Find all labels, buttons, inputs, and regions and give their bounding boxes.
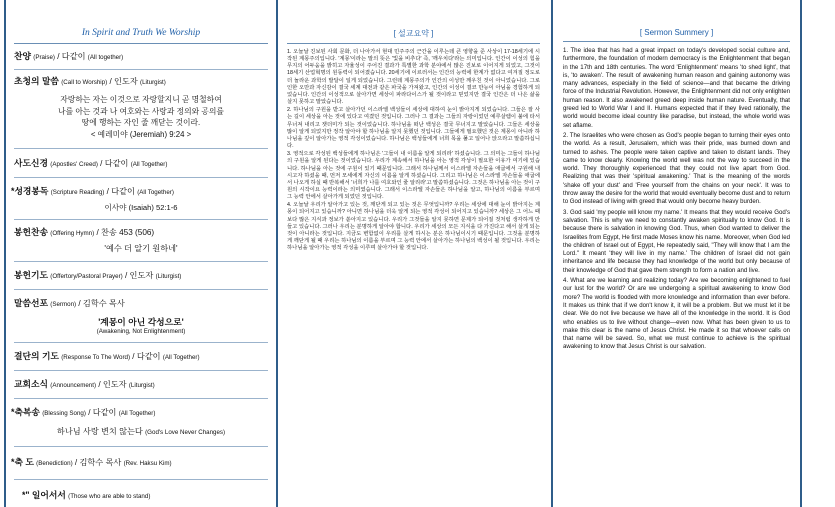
- english-sermon-summary: [563, 0, 790, 507]
- summary-paragraph: 1. 오늘날 진보된 사회 문화, 더 나아가서 현대 민주주의 근간을 이루는데 큰 영향을 준 사상이 17-18세기에 시작된 계몽주의입니다. '계몽'이라는 말의 뜻은 '빛을 비추다' 즉, '깨우치다'라는 의미입니다. 인간이 이성의 힘을 무지의 어두움을 밝히고 자율성이 주어진 결과가 특별한 과학 분야에서 많은 진보로 이어지게 되었고, 그것이 18세기 산업혁명의 원동력이 되어졌습니다. 20세기에 이르러서는 인간의 능력에 한계가 없다고 여겨질 정도로 더 놀라운 과학의 발달이 일게 되었습니다. 그런데 계몽주의가 인간의 이성만 깨우친 것이 아니었습니다. 그로 인한 오만과 자신감이 결국 세계 대전과 같은 파국을 가져왔고, 인간의 이성이 결코 만능이 아님을 경험하게 되었습니다. 인간의 이성적으로 살아가면 세상이 파라다이스가 될 것이라고 믿었지만 결국 인간은 더 나은 삶을 살지 못하고 말았습니다.: [287, 49, 540, 106]
- scripture-leader: / 다같이: [106, 187, 135, 196]
- english-summary-title: [ Sermon Summery ]: [639, 28, 714, 37]
- korean-sermon-summary: [287, 0, 540, 507]
- divider: [14, 261, 268, 262]
- offertory-sub: (Offertory/Pastoral Prayer): [50, 273, 123, 280]
- offertory-prayer-row: [14, 270, 268, 282]
- sermon-title-en: (Awakening, Not Enlightenment): [96, 328, 186, 335]
- divider: [14, 69, 268, 70]
- call-leader: / 인도자: [109, 77, 138, 86]
- summary-paragraph: 2. The Israelites who were chosen as God's people began to turning their eyes onto the world. As a result, Jerusalem, which was their pride, was burned down and turned to ashes. The people were taken captive and taken to distant lands. They came to know clearly. Knowing the world well was not the way to succeed in the world. They thoroughly experienced that they could not live apart from God. Realizing that was their 'spiritual awakening.' That is the meaning of the words 'shake off your dust' and 'Free yourself from the chains on your neck'. It was to throw away the desire for the world that would eventually become dust and to return to God instead of living with greed that would only become heavy burden.: [563, 131, 790, 206]
- standing-marker: *: [11, 457, 15, 467]
- scripture-reading-row: [11, 186, 268, 198]
- offertory-leader-en: (Liturgist): [155, 273, 182, 280]
- blessing-label: 축복송: [14, 407, 40, 417]
- summary-paragraph: 4. 오늘날 우리가 알아가고 있는 것, 깨닫게 되고 있는 것은 무엇입니까? 우리는 세상에 대해 눈이 밝아지는 계몽이 되어지고 있습니까? 아니면 하나님을 더욱 알게 되는 영적 각성이 되어지고 있습니까? 세상은 그 어느 때보다 많은 지식과 정보가 쏟아지고 있습니다. 우리가 그것들을 알지 못하면 문제가 되어질 것처럼 생각하게 만들고 있습니다. 그러나 우리는 분명하게 알아야 합니다. 우리가 세상의 모든 지식을 다 가진다고 해서 살게 되는 것이 아니라는 것입니다. 지금도 변함없이 우리를 살게 하시는 분은 하나님이시기 때문입니다. 그것을 분명하게 깨닫게 될 때 우리는 하나님의 이름을 부르며 그 능력 안에서 살아가는 하나님의 백성이 될 것입니다. 우리는 하나님을 알아가는 영적 각성을 이루며 살아가야 할 것입니다.: [287, 202, 540, 252]
- standing-marker: *: [11, 407, 15, 417]
- response-leader-en: (All Together): [162, 354, 200, 361]
- column-divider-right: [800, 0, 802, 507]
- divider: [14, 398, 268, 399]
- blessing-leader: / 다같이: [88, 408, 117, 417]
- summary-paragraph: 1. The idea that has had a great impact on today's developed social culture and, furthermore, the foundation of modern democracy is the Enlightenment that began in the 17th and 18th centuries. The word 'Enlightenment' means 'to shed light', that is, 'to awaken'. The result of awakening human reason and gaining autonomy was many advances, especially in the field of science—and that became the driving force of the Industrial Revolution. However, the Enlightenment did not only enlighten human reason. It also awakened greed deep inside human nature. Eventually, that greed led to World War I and II. Humans expected that if they lived rationally, the world would become ideal country like paradise, but instead, the whole world was set aflame.: [563, 47, 790, 129]
- sermon-label: 말씀선포: [14, 298, 48, 308]
- benediction-row: [11, 457, 268, 469]
- hymn-number: / 찬송 453 (506): [96, 228, 155, 237]
- verse-line: 나를 아는 것과 나 여호와는 사랑과 정의와 공의를: [58, 106, 224, 116]
- announcement-row: [14, 379, 268, 391]
- summary-paragraph: 3. God said 'my people will know my name.' It means that they would receive God's salvation. This is why we need to constantly awaken spiritually to know God. It is because there is salvation in knowing God. Thus, when God wanted to deliver the Israelites from Egypt, He first made Moses know his name. Moreover, when God led the children of Israel out of Egypt, He repeatedly said, "They will know that I am the Lord." It meant 'they will live in my name.' The children of Israel did not gain inheritance and life because they had knowledge of the world but only because of their knowledge of God that gave them strength to form a nation and live.: [563, 208, 790, 274]
- divider: [14, 446, 268, 447]
- creed-sub: (Apostles' Creed): [50, 161, 98, 168]
- benediction-label: 축 도: [14, 457, 34, 467]
- sermon-title: '계몽이 아닌 각성으로': [98, 317, 184, 327]
- title-rule: [14, 43, 268, 44]
- praise-leader-en: (All together): [87, 54, 124, 61]
- creed-row: [14, 158, 268, 170]
- column-divider-2: [551, 0, 553, 507]
- divider: [14, 479, 268, 480]
- sermon-row: [14, 298, 268, 310]
- hymn-label: 봉헌찬송: [14, 227, 48, 237]
- announcement-sub: (Announcement): [50, 382, 97, 389]
- scripture-sub: (Scripture Reading): [50, 189, 105, 196]
- order-of-worship: [11, 0, 268, 507]
- standing-marker: *": [22, 490, 30, 500]
- praise-sub: (Praise): [33, 54, 55, 61]
- korean-summary-title: [ 설교요약 ]: [393, 29, 434, 38]
- blessing-title-ko: 하나님 사랑 변치 않는다: [56, 427, 143, 436]
- divider: [14, 289, 268, 290]
- response-label: 결단의 기도: [14, 351, 59, 361]
- verse-reference: < 예레미야 (Jeremiah) 9:24 >: [90, 129, 192, 139]
- scripture-leader-en: (All Together): [137, 189, 174, 196]
- title-rule: [287, 43, 540, 44]
- divider: [14, 177, 268, 178]
- stand-label: 일어서서: [31, 490, 66, 500]
- announcement-leader: / 인도자: [98, 380, 127, 389]
- blessing-song-row: [11, 407, 268, 419]
- call-leader-en: (Liturgist): [140, 79, 166, 86]
- call-sub: (Call to Worship): [61, 79, 108, 86]
- praise-leader: / 다같이: [57, 52, 86, 61]
- summary-paragraph: 4. What are we learning and realizing today? Are we becoming enlightened to fuel our lust for the world? Or are we undergoing a spiritual awakening to know God more? The world is flooded with more knowledge and information than ever before. It makes us think that if we don't know it, it will be a problem. But we must let it be clear. We do not live because we have all of the knowledge in the world. It is God who enables us to live without change—even now. What has been given to us to make this clear is the name of Jesus Christ. He made it so that whoever calls on that name will be saved. So, what we must continue to achieve is the spiritual awakening to know that Jesus Christ is our salvation.: [563, 277, 790, 351]
- verse-line: 자랑하는 자는 이것으로 자랑할지니 곧 명철하여: [60, 95, 222, 104]
- response-prayer-row: [14, 351, 268, 363]
- summary-paragraph: 2. 하나님의 구원을 받고 살아가던 이스라엘 백성들이 세상에 대하여 눈이 밝아지게 되었습니다. 그들은 잘 사는 길이 세상을 아는 것에 있다고 여겼던 것입니다. 그러나 그 결과는 그들의 자랑이었던 예루살렘이 불에 타서 무너져 내리고 잿더미가 되는 것이었습니다. 하나님을 떠난 백성은 결국 무너지고 말았습니다. 그들은 세상을 많이 알게 되었지만 정작 알아야 할 하나님을 알지 못했던 것입니다. 그들에게 필요했던 것은 계몽이 아니라 하나님을 깊이 알아가는 영적 각성이었습니다. 하나님은 백성들에게 너희 목을 풀고 일어나 앉으라고 말씀하십니다.: [287, 107, 540, 150]
- stand-note-row: [22, 490, 268, 502]
- divider: [14, 219, 268, 220]
- creed-leader-en: (All Together): [130, 161, 168, 168]
- response-leader: / 다같이: [132, 352, 161, 361]
- creed-label: 사도신경: [14, 158, 48, 168]
- blessing-sub: (Blessing Song): [42, 410, 86, 417]
- announcement-label: 교회소식: [14, 379, 48, 389]
- stand-note: (Those who are able to stand): [68, 493, 151, 500]
- scripture-verse: [20, 94, 262, 140]
- benediction-preacher-en: (Rev. Haksu Kim): [123, 460, 172, 467]
- offertory-leader: / 인도자: [125, 271, 154, 280]
- blessing-leader-en: (All Together): [118, 410, 156, 417]
- sermon-preacher: / 김학수 목사: [78, 299, 125, 308]
- hymn-sub: (Offering Hymn): [50, 230, 95, 237]
- divider: [14, 148, 268, 149]
- title-rule: [563, 41, 790, 42]
- announcement-leader-en: (Liturgist): [128, 382, 155, 389]
- offering-hymn-row: [14, 227, 268, 239]
- creed-leader: / 다같이: [100, 159, 129, 168]
- response-sub: (Response To The Word): [61, 354, 131, 361]
- praise-label: 찬양: [14, 51, 31, 61]
- divider: [14, 370, 268, 371]
- hymn-title: '예수 더 알기 원하네': [104, 244, 178, 253]
- call-label: 초청의 말씀: [14, 76, 59, 86]
- standing-marker: *: [11, 186, 15, 196]
- verse-line: 땅에 행하는 자인 줄 깨닫는 것이라.: [81, 118, 201, 127]
- worship-title: In Spirit and Truth We Worship: [81, 28, 201, 38]
- summary-paragraph: 3. 영적으로 각성된 백성들에게 하나님은 '그들이 내 이름을 알게 되리라' 하셨습니다. 그 의미는 그들이 하나님의 구원을 알게 된다는 것이었습니다. 우리가 계속해서 하나님을 아는 영적 각성이 필요한 이유가 여기에 있습니다. 하나님을 아는 것에 구원이 있기 때문입니다. 그래서 하나님께서 이스라엘 자손들을 애굽에서 구원해 내시고자 하셨을 때, 먼저 모세에게 자신의 이름을 알게 하셨습니다. 그리고 하나님은 이스라엘 자손들을 애굽에서 나오게 하실 때 반복해서 '너희가 나를 여호와인 줄 알리라'고 말씀하셨습니다. 그것은 하나님을 아는 것이 구원의 시작이요 능력이라는 의미였습니다. 그래서 이스라엘 자손들은 하나님을 알고, 하나님의 이름을 부르며 그 능력 안에서 살아가게 되었던 것입니다.: [287, 151, 540, 201]
- sermon-sub: (Sermon): [50, 301, 77, 308]
- blessing-title-en: (God's Love Never Changes): [145, 429, 226, 436]
- benediction-sub: (Benediction): [36, 460, 73, 467]
- offertory-label: 봉헌기도: [14, 270, 48, 280]
- blessing-song-title: [14, 426, 268, 438]
- praise-row: [14, 51, 268, 63]
- column-divider-left: [4, 0, 6, 507]
- divider: [14, 342, 268, 343]
- benediction-preacher: / 김학수 목사: [74, 458, 122, 467]
- scripture-label: 성경봉독: [14, 186, 49, 196]
- scripture-reference: 이사야 (Isaiah) 52:1-6: [104, 203, 178, 212]
- call-to-worship-row: [14, 76, 268, 88]
- column-divider-1: [276, 0, 278, 507]
